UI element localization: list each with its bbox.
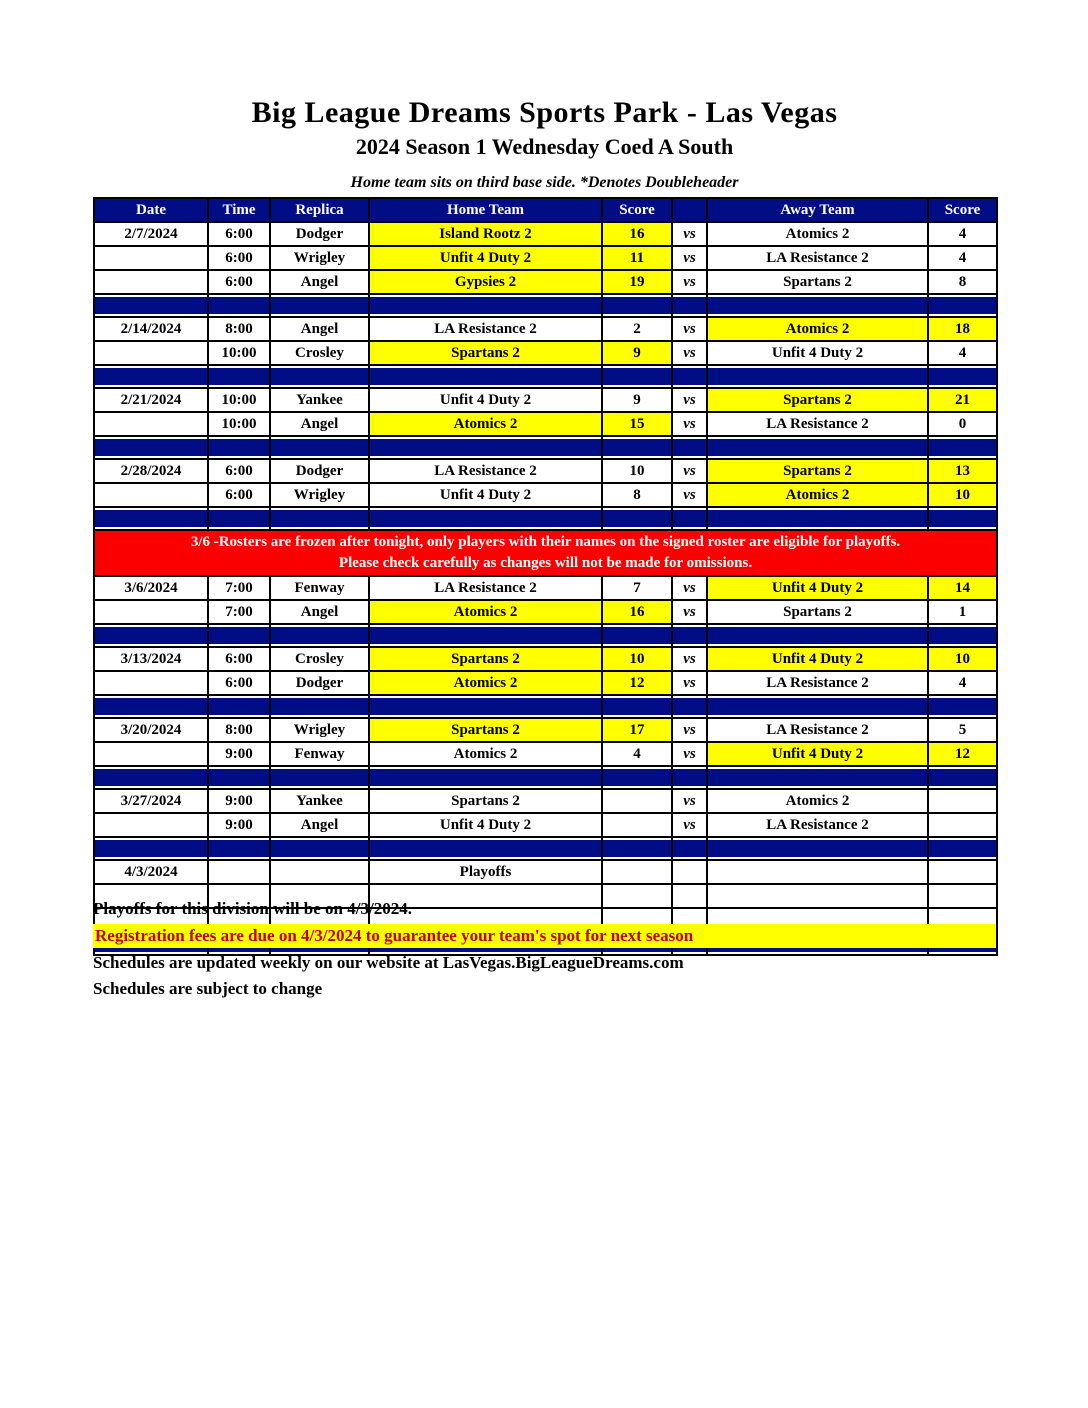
time-cell: 6:00 — [208, 270, 270, 294]
vs-cell: vs — [672, 742, 707, 766]
separator-cell — [672, 837, 707, 860]
home-score-cell: 19 — [602, 270, 672, 294]
separator-cell — [94, 365, 208, 388]
game-row — [94, 270, 997, 294]
replica-cell: Angel — [270, 813, 369, 837]
separator-cell — [672, 365, 707, 388]
separator-cell — [672, 436, 707, 459]
away-team-cell: Unfit 4 Duty 2 — [707, 647, 928, 671]
time-cell: 9:00 — [208, 742, 270, 766]
home-team-cell: Unfit 4 Duty 2 — [369, 483, 602, 507]
separator-cell — [369, 695, 602, 718]
home-score-cell: 10 — [602, 459, 672, 483]
separator-cell — [94, 766, 208, 789]
footer-notes — [93, 898, 996, 1004]
game-row — [94, 576, 997, 600]
time-cell: 10:00 — [208, 412, 270, 436]
separator-cell — [270, 507, 369, 530]
game-row — [94, 388, 997, 412]
replica-cell: Yankee — [270, 388, 369, 412]
separator-cell — [707, 436, 928, 459]
separator-cell — [270, 294, 369, 317]
away-team-cell: Atomics 2 — [707, 317, 928, 341]
away-score-cell: 4 — [928, 341, 997, 365]
game-row — [94, 459, 997, 483]
time-cell: 8:00 — [208, 317, 270, 341]
separator-cell — [928, 507, 997, 530]
vs-cell: vs — [672, 317, 707, 341]
replica-cell: Yankee — [270, 789, 369, 813]
replica-cell: Crosley — [270, 647, 369, 671]
separator-cell — [672, 695, 707, 718]
away-score-cell: 10 — [928, 483, 997, 507]
separator-cell — [928, 365, 997, 388]
date-cell — [94, 742, 208, 766]
separator-cell — [208, 695, 270, 718]
vs-cell: vs — [672, 341, 707, 365]
separator-cell — [270, 695, 369, 718]
game-row — [94, 647, 997, 671]
away-score-cell: 4 — [928, 246, 997, 270]
date-cell: 3/20/2024 — [94, 718, 208, 742]
vs-cell: vs — [672, 600, 707, 624]
vs-cell: vs — [672, 718, 707, 742]
separator-cell — [602, 294, 672, 317]
separator-cell — [928, 436, 997, 459]
away-team-cell — [707, 860, 928, 884]
column-header-vs — [672, 198, 707, 222]
separator-cell — [94, 436, 208, 459]
separator-cell — [208, 837, 270, 860]
away-team-cell: LA Resistance 2 — [707, 671, 928, 695]
vs-cell: vs — [672, 388, 707, 412]
schedule-page — [93, 96, 996, 956]
date-cell — [94, 483, 208, 507]
home-score-cell: 11 — [602, 246, 672, 270]
time-cell: 10:00 — [208, 341, 270, 365]
game-row — [94, 483, 997, 507]
time-cell: 6:00 — [208, 647, 270, 671]
vs-cell: vs — [672, 246, 707, 270]
replica-cell: Angel — [270, 317, 369, 341]
away-team-cell: Unfit 4 Duty 2 — [707, 742, 928, 766]
vs-cell: vs — [672, 813, 707, 837]
replica-cell: Crosley — [270, 341, 369, 365]
separator-cell — [602, 436, 672, 459]
separator-cell — [94, 294, 208, 317]
time-cell — [208, 860, 270, 884]
banner-line-1: 3/6 -Rosters are frozen after tonight, only players with their names on the signed roster are eligible for playoffs. — [190, 534, 901, 550]
column-header-home-team: Home Team — [369, 198, 602, 222]
replica-cell: Fenway — [270, 742, 369, 766]
replica-cell: Dodger — [270, 222, 369, 246]
separator-cell — [208, 294, 270, 317]
away-score-cell: 18 — [928, 317, 997, 341]
column-header-score: Score — [602, 198, 672, 222]
separator-cell — [369, 624, 602, 647]
time-cell: 9:00 — [208, 813, 270, 837]
date-cell: 4/3/2024 — [94, 860, 208, 884]
home-score-cell — [602, 813, 672, 837]
home-team-cell: Unfit 4 Duty 2 — [369, 246, 602, 270]
time-cell: 8:00 — [208, 718, 270, 742]
separator-cell — [928, 695, 997, 718]
registration-fee-note: Registration fees are due on 4/3/2024 to guarantee your team's spot for next season — [93, 924, 996, 948]
replica-cell: Wrigley — [270, 718, 369, 742]
vs-cell — [672, 860, 707, 884]
replica-cell: Dodger — [270, 459, 369, 483]
vs-cell: vs — [672, 789, 707, 813]
date-cell: 3/13/2024 — [94, 647, 208, 671]
separator-cell — [602, 766, 672, 789]
away-team-cell: Spartans 2 — [707, 459, 928, 483]
date-cell — [94, 341, 208, 365]
away-team-cell: LA Resistance 2 — [707, 246, 928, 270]
separator-cell — [602, 695, 672, 718]
home-score-cell: 17 — [602, 718, 672, 742]
game-row — [94, 246, 997, 270]
roster-freeze-banner — [94, 530, 997, 576]
separator-cell — [270, 624, 369, 647]
separator-cell — [672, 624, 707, 647]
game-row — [94, 341, 997, 365]
time-cell: 6:00 — [208, 246, 270, 270]
game-row — [94, 600, 997, 624]
home-team-cell: Playoffs — [369, 860, 602, 884]
date-cell — [94, 600, 208, 624]
away-team-cell: Unfit 4 Duty 2 — [707, 576, 928, 600]
home-team-cell: Spartans 2 — [369, 789, 602, 813]
playoffs-note: Playoffs for this division will be on 4/3/2024. — [93, 899, 412, 918]
replica-cell: Angel — [270, 600, 369, 624]
away-score-cell: 0 — [928, 412, 997, 436]
column-header-score: Score — [928, 198, 997, 222]
page-subtitle: 2024 Season 1 Wednesday Coed A South — [355, 134, 734, 159]
home-team-cell: Atomics 2 — [369, 600, 602, 624]
separator-cell — [602, 624, 672, 647]
date-cell — [94, 412, 208, 436]
separator-cell — [672, 766, 707, 789]
away-score-cell — [928, 860, 997, 884]
column-header-time: Time — [208, 198, 270, 222]
separator-row — [94, 507, 997, 530]
separator-cell — [208, 365, 270, 388]
game-row — [94, 789, 997, 813]
separator-cell — [707, 294, 928, 317]
time-cell: 6:00 — [208, 483, 270, 507]
home-score-cell: 9 — [602, 341, 672, 365]
separator-row — [94, 695, 997, 718]
away-team-cell: LA Resistance 2 — [707, 718, 928, 742]
game-row — [94, 222, 997, 246]
date-cell — [94, 813, 208, 837]
separator-cell — [707, 766, 928, 789]
replica-cell: Angel — [270, 412, 369, 436]
date-cell: 2/28/2024 — [94, 459, 208, 483]
separator-cell — [707, 624, 928, 647]
separator-cell — [208, 507, 270, 530]
replica-cell: Fenway — [270, 576, 369, 600]
away-score-cell: 4 — [928, 222, 997, 246]
separator-cell — [270, 766, 369, 789]
away-score-cell — [928, 789, 997, 813]
replica-cell: Angel — [270, 270, 369, 294]
away-score-cell: 4 — [928, 671, 997, 695]
vs-cell: vs — [672, 270, 707, 294]
separator-cell — [369, 436, 602, 459]
time-cell: 6:00 — [208, 459, 270, 483]
separator-cell — [707, 507, 928, 530]
date-cell: 3/6/2024 — [94, 576, 208, 600]
schedule-table-body — [94, 222, 997, 955]
date-cell: 2/7/2024 — [94, 222, 208, 246]
away-team-cell: LA Resistance 2 — [707, 412, 928, 436]
separator-cell — [94, 837, 208, 860]
time-cell: 6:00 — [208, 222, 270, 246]
separator-cell — [602, 365, 672, 388]
separator-row — [94, 624, 997, 647]
separator-cell — [672, 507, 707, 530]
roster-freeze-banner-cell — [94, 530, 997, 576]
time-cell: 6:00 — [208, 671, 270, 695]
date-cell: 2/14/2024 — [94, 317, 208, 341]
home-score-cell: 10 — [602, 647, 672, 671]
vs-cell: vs — [672, 647, 707, 671]
vs-cell: vs — [672, 222, 707, 246]
separator-cell — [369, 365, 602, 388]
away-team-cell: Atomics 2 — [707, 789, 928, 813]
home-team-cell: Atomics 2 — [369, 671, 602, 695]
column-header-replica: Replica — [270, 198, 369, 222]
time-cell: 7:00 — [208, 600, 270, 624]
away-score-cell: 13 — [928, 459, 997, 483]
game-row — [94, 813, 997, 837]
away-score-cell: 1 — [928, 600, 997, 624]
home-team-note: Home team sits on third base side. *Denotes Doubleheader — [350, 174, 739, 191]
home-score-cell: 12 — [602, 671, 672, 695]
separator-cell — [602, 507, 672, 530]
separator-cell — [94, 624, 208, 647]
game-row — [94, 718, 997, 742]
away-team-cell: Spartans 2 — [707, 600, 928, 624]
separator-cell — [707, 837, 928, 860]
header-row — [94, 198, 997, 222]
replica-cell: Wrigley — [270, 483, 369, 507]
away-score-cell — [928, 813, 997, 837]
home-score-cell: 7 — [602, 576, 672, 600]
date-cell: 3/27/2024 — [94, 789, 208, 813]
separator-row — [94, 294, 997, 317]
separator-cell — [208, 624, 270, 647]
banner-line-2: Please check carefully as changes will not be made for omissions. — [338, 555, 753, 571]
separator-cell — [707, 365, 928, 388]
game-row — [94, 317, 997, 341]
column-header-away-team: Away Team — [707, 198, 928, 222]
home-team-cell: Island Rootz 2 — [369, 222, 602, 246]
home-team-cell: LA Resistance 2 — [369, 576, 602, 600]
home-score-cell — [602, 860, 672, 884]
home-team-cell: Unfit 4 Duty 2 — [369, 388, 602, 412]
game-row — [94, 860, 997, 884]
game-row — [94, 671, 997, 695]
home-team-cell: Spartans 2 — [369, 647, 602, 671]
date-cell — [94, 671, 208, 695]
away-score-cell: 5 — [928, 718, 997, 742]
separator-cell — [94, 695, 208, 718]
replica-cell: Dodger — [270, 671, 369, 695]
home-team-cell: Atomics 2 — [369, 412, 602, 436]
home-score-cell: 16 — [602, 600, 672, 624]
home-team-cell: Unfit 4 Duty 2 — [369, 813, 602, 837]
separator-cell — [707, 695, 928, 718]
home-team-cell: Atomics 2 — [369, 742, 602, 766]
home-team-cell: LA Resistance 2 — [369, 317, 602, 341]
time-cell: 7:00 — [208, 576, 270, 600]
home-score-cell: 8 — [602, 483, 672, 507]
separator-cell — [208, 766, 270, 789]
away-team-cell: Unfit 4 Duty 2 — [707, 341, 928, 365]
home-score-cell: 16 — [602, 222, 672, 246]
game-row — [94, 742, 997, 766]
date-cell — [94, 246, 208, 270]
separator-row — [94, 365, 997, 388]
separator-cell — [369, 294, 602, 317]
away-score-cell: 21 — [928, 388, 997, 412]
home-team-cell: LA Resistance 2 — [369, 459, 602, 483]
separator-cell — [369, 766, 602, 789]
separator-cell — [270, 365, 369, 388]
away-score-cell: 12 — [928, 742, 997, 766]
column-header-date: Date — [94, 198, 208, 222]
game-row — [94, 412, 997, 436]
separator-cell — [94, 507, 208, 530]
away-team-cell: Spartans 2 — [707, 270, 928, 294]
home-score-cell: 4 — [602, 742, 672, 766]
time-cell: 9:00 — [208, 789, 270, 813]
page-title: Big League Dreams Sports Park - Las Vegas — [251, 96, 838, 129]
separator-cell — [369, 837, 602, 860]
time-cell: 10:00 — [208, 388, 270, 412]
separator-cell — [208, 436, 270, 459]
separator-cell — [928, 766, 997, 789]
date-cell — [94, 270, 208, 294]
separator-cell — [928, 837, 997, 860]
away-team-cell: Atomics 2 — [707, 483, 928, 507]
separator-row — [94, 837, 997, 860]
schedule-table — [93, 197, 998, 956]
schedule-table-head — [94, 198, 997, 222]
vs-cell: vs — [672, 412, 707, 436]
home-score-cell: 2 — [602, 317, 672, 341]
separator-cell — [602, 837, 672, 860]
home-score-cell — [602, 789, 672, 813]
website-note: Schedules are updated weekly on our website at LasVegas.BigLeagueDreams.com — [93, 953, 684, 972]
vs-cell: vs — [672, 459, 707, 483]
vs-cell: vs — [672, 483, 707, 507]
home-team-cell: Spartans 2 — [369, 341, 602, 365]
separator-cell — [270, 436, 369, 459]
separator-cell — [928, 624, 997, 647]
separator-cell — [672, 294, 707, 317]
separator-row — [94, 766, 997, 789]
separator-cell — [270, 837, 369, 860]
separator-cell — [928, 294, 997, 317]
away-score-cell: 8 — [928, 270, 997, 294]
separator-cell — [369, 507, 602, 530]
away-score-cell: 14 — [928, 576, 997, 600]
away-team-cell: Atomics 2 — [707, 222, 928, 246]
home-score-cell: 9 — [602, 388, 672, 412]
replica-cell: Wrigley — [270, 246, 369, 270]
vs-cell: vs — [672, 576, 707, 600]
vs-cell: vs — [672, 671, 707, 695]
away-team-cell: LA Resistance 2 — [707, 813, 928, 837]
replica-cell — [270, 860, 369, 884]
date-cell: 2/21/2024 — [94, 388, 208, 412]
separator-row — [94, 436, 997, 459]
home-team-cell: Gypsies 2 — [369, 270, 602, 294]
home-team-cell: Spartans 2 — [369, 718, 602, 742]
home-score-cell: 15 — [602, 412, 672, 436]
away-score-cell: 10 — [928, 647, 997, 671]
away-team-cell: Spartans 2 — [707, 388, 928, 412]
subject-to-change-note: Schedules are subject to change — [93, 979, 323, 998]
